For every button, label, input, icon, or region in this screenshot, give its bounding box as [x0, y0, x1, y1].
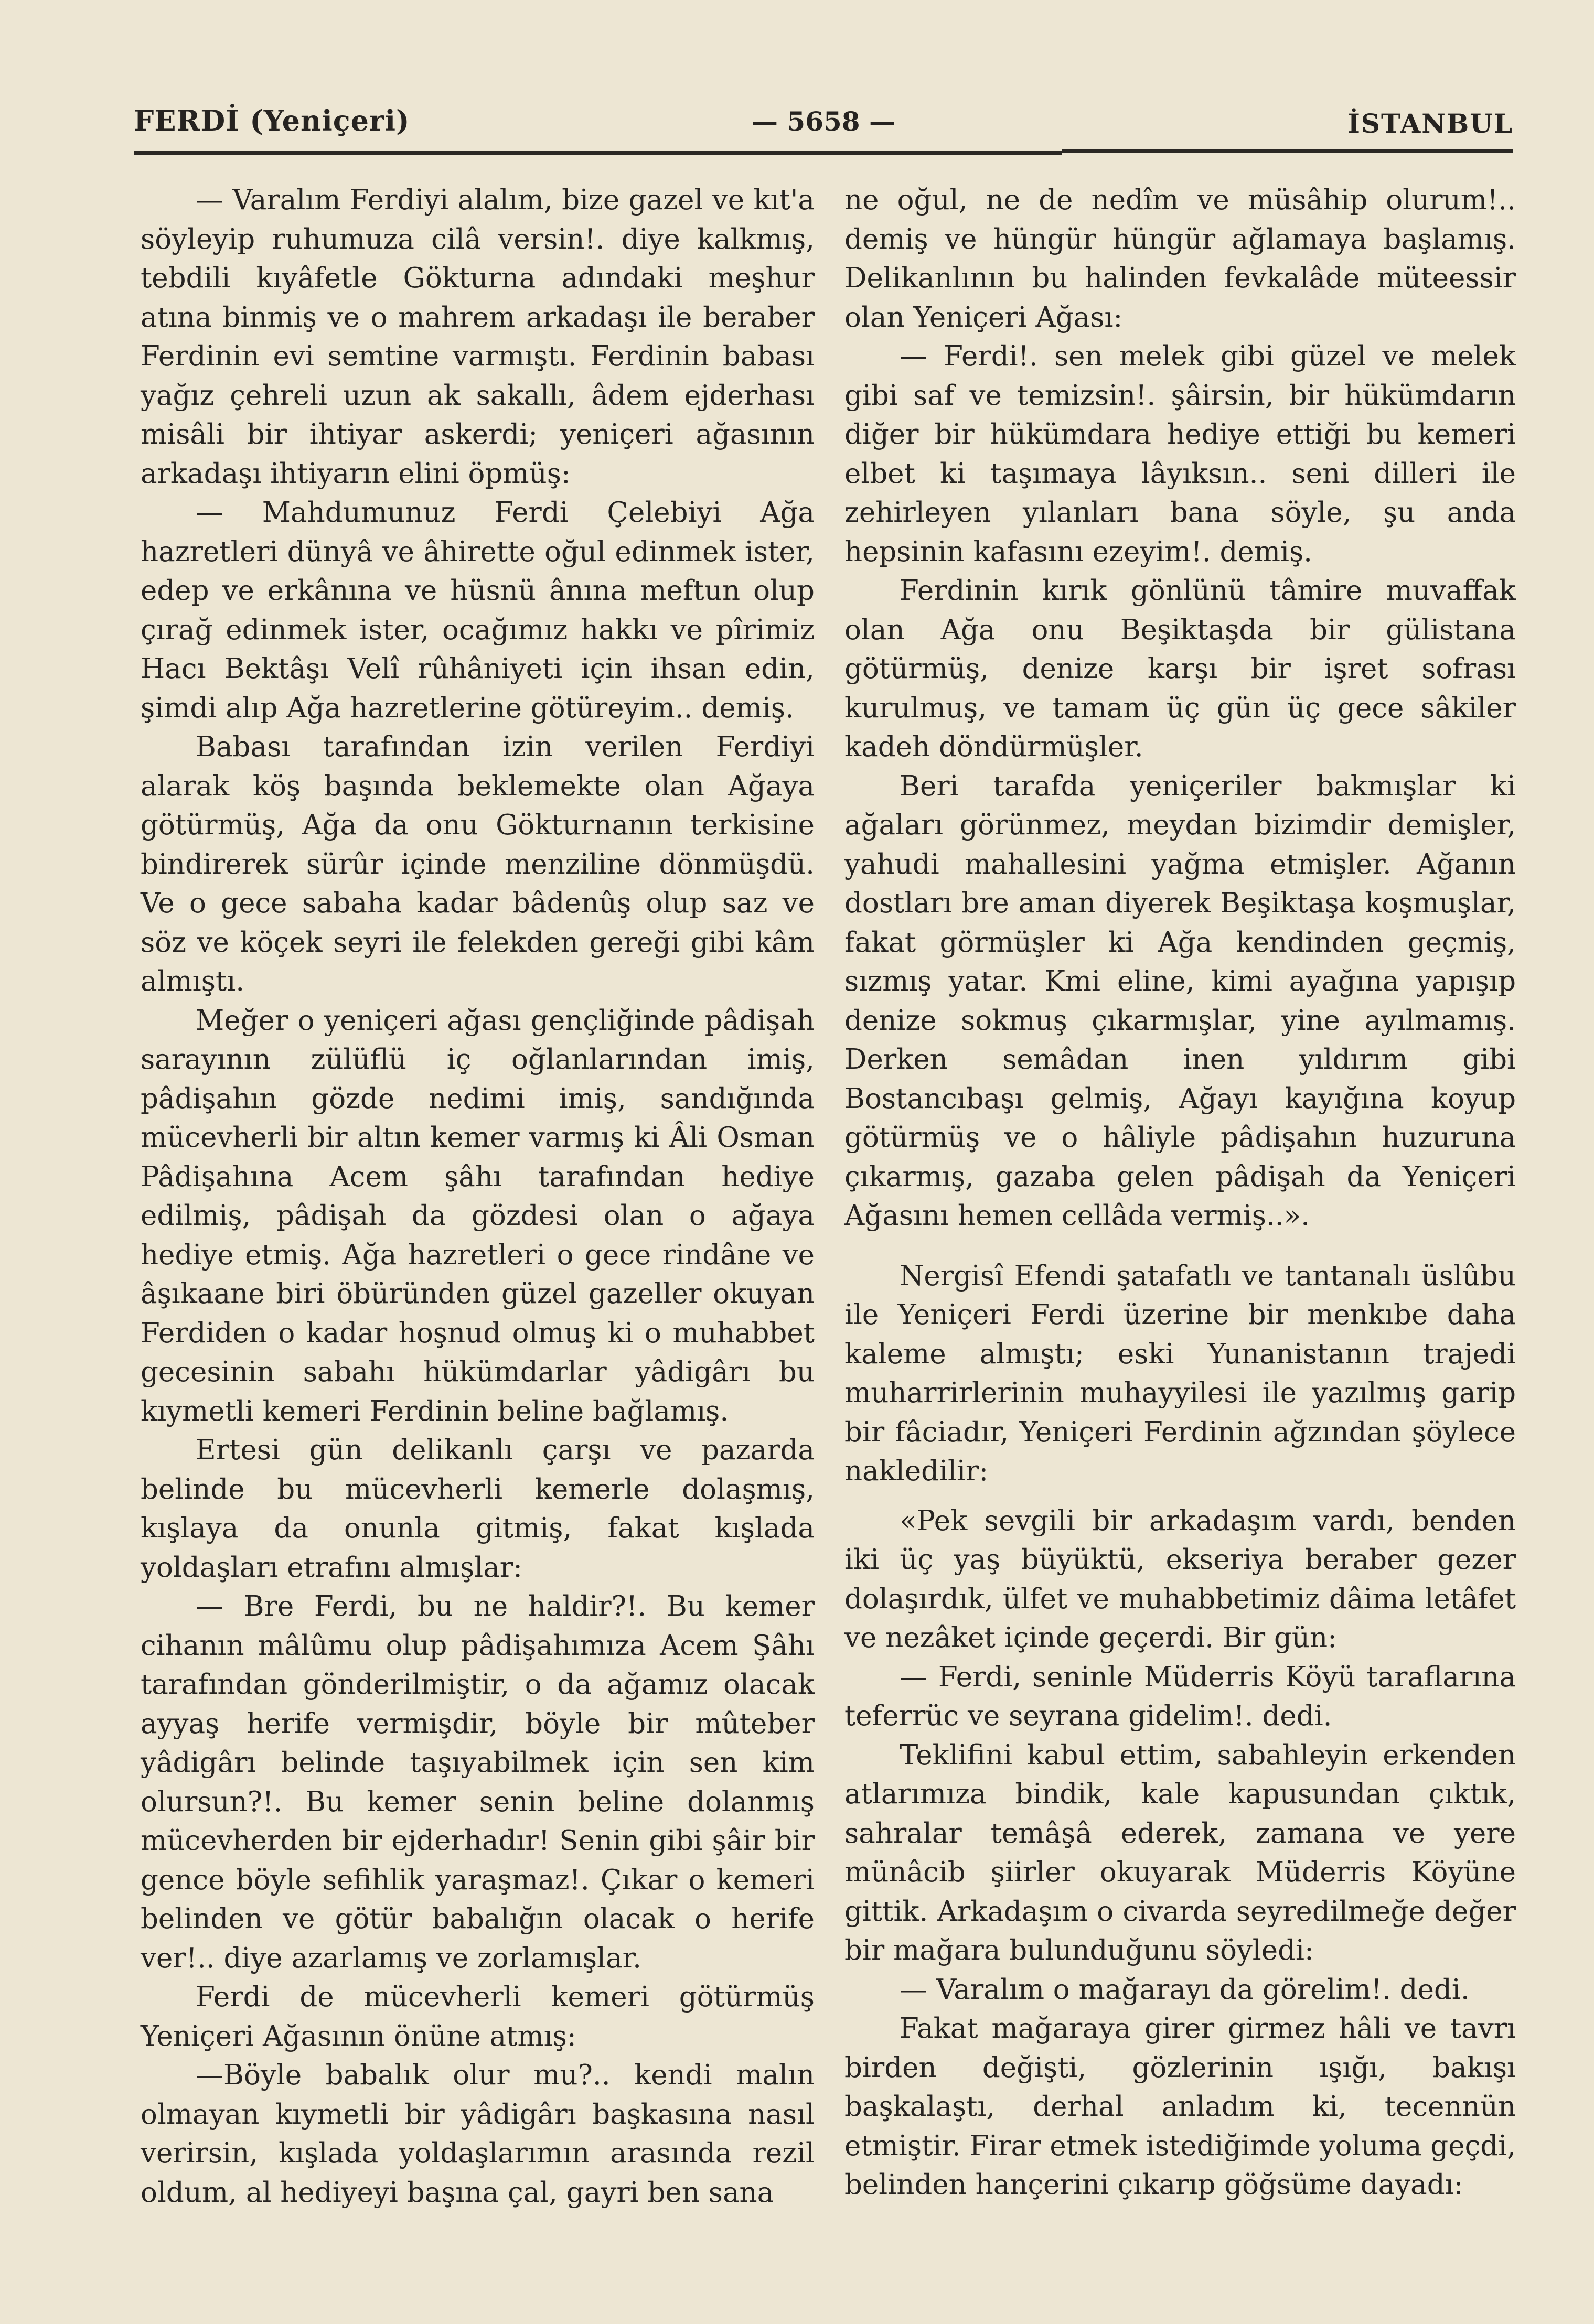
- left-column: [141, 181, 815, 2212]
- paragraph: Beri tarafda yeniçeriler bakmışlar ki ağaları görünmez, meydan bizimdir demişler, yahudi mahallesini yağma etmişler. Ağanın dostları bre aman diyerek Beşiktaşa koşmuşlar, fakat görmüşler ki Ağa kendinden geçmiş, sızmış yatar. Kmi eline, kimi ayağına yapışıp denize sokmuş çıkarmışlar, yine ayılmamış. Derken semâdan inen yıldırım gibi Bostancıbaşı gelmiş, Ağayı kayığına koyup götürmüş ve o hâliyle pâdişahın huzuruna çıkarmış, gazaba gelen pâdişah da Yeniçeri Ağasını hemen cellâda vermiş..».: [844, 770, 1516, 1232]
- header-rule-right: [1062, 149, 1513, 153]
- paragraph: Fakat mağaraya girer girmez hâli ve tavrı birden değişti, gözlerinin ışığı, bakışı başkalaştı, derhal anladım ki, tecennün etmiştir. Firar etmek istediğimde yoluma geçdi, belinden hançerini çıkarıp göğsüme dayadı:: [844, 2013, 1516, 2201]
- paragraph: — Ferdi, seninle Müderris Köyü taraflarına teferrüc ve seyrana gidelim!. dedi.: [844, 1661, 1516, 1732]
- paragraph: Ertesi gün delikanlı çarşı ve pazarda belinde bu mücevherli kemerle dolaşmış, kışlaya da onunla gitmiş, fakat kışlada yoldaşları etrafını almışlar:: [141, 1434, 815, 1584]
- paragraph: Ferdi de mücevherli kemeri götürmüş Yeniçeri Ağasının önüne atmış:: [141, 1981, 815, 2052]
- paragraph: —Böyle babalık olur mu?.. kendi malın olmayan kıymetli bir yâdigârı başkasına nasıl verirsin, kışlada yoldaşlarımın arasında rezil oldum, al hediyeyi başına çal, gayri ben sana: [141, 2059, 815, 2209]
- paragraph: — Varalım o mağarayı da görelim!. dedi.: [900, 1973, 1470, 2006]
- paragraph: ne oğul, ne de nedîm ve müsâhip olurum!.. demiş ve hüngür hüngür ağlamaya başlamış. Delikanlının bu halinden fevkalâde müteessir olan Yeniçeri Ağası:: [844, 184, 1516, 333]
- right-column: [844, 181, 1516, 2205]
- article-title: FERDİ (Yeniçeri): [134, 104, 410, 137]
- paragraph: — Mahdumunuz Ferdi Çelebiyi Ağa hazretleri dünyâ ve âhirette oğul edinmek ister, edep ve erkânına ve hüsnü ânına meftun olup çırağ edinmek ister, ocağımız hakkı ve pîrimiz Hacı Bektâşı Velî rûhâniyeti için ihsan edin, şimdi alıp Ağa hazretlerine götüreyim.. demiş.: [141, 497, 815, 724]
- publication-name: İSTANBUL: [1347, 108, 1513, 139]
- paragraph: — Varalım Ferdiyi alalım, bize gazel ve kıt'a söyleyip ruhumuza cilâ versin!. diye kalkmış, tebdili kıyâfetle Gökturna adındaki meşhur atına binmiş ve o mahrem arkadaşı ile beraber Ferdinin evi semtine varmıştı. Ferdinin babası yağız çehreli uzun ak sakallı, âdem ejderhası misâli bir ihtiyar askerdi; yeniçeri ağasının arkadaşı ihtiyarın elini öpmüş:: [141, 184, 815, 490]
- paragraph: Babası tarafından izin verilen Ferdiyi alarak köş başında beklemekte olan Ağaya götürmüş, Ağa da onu Gökturnanın terkisine bindirerek sürûr içinde menziline dönmüşdü. Ve o gece sabaha kadar bâdenûş olup saz ve söz ve köçek seyri ile felekden gereği gibi kâm almıştı.: [141, 731, 815, 997]
- page-header: [134, 99, 1513, 156]
- paragraph: — Bre Ferdi, bu ne haldir?!. Bu kemer cihanın mâlûmu olup pâdişahımıza Acem Şâhı tarafından gönderilmiştir, o da ağamız olacak ayyaş herife vermişdir, böyle bir mûteber yâdigârı belinde taşıyabilmek için sen kim olursun?!. Bu kemer senin beline dolanmış mücevherden bir ejderhadır! Senin gibi şâir bir gence böyle sefihlik yaraşmaz!. Çıkar o kemeri belinden ve götür babalığın olacak o herife ver!.. diye azarlamış ve zorlamışlar.: [141, 1590, 815, 1974]
- page-number: — 5658 —: [752, 106, 895, 137]
- header-rule-left: [134, 151, 1062, 155]
- paragraph: «Pek sevgili bir arkadaşım vardı, benden iki üç yaş büyüktü, ekseriya beraber gezer dolaşırdık, ülfet ve muhabbetimiz dâima letâfet ve nezâket içinde geçerdi. Bir gün:: [844, 1504, 1516, 1654]
- paragraph: Nergisî Efendi şatafatlı ve tantanalı üslûbu ile Yeniçeri Ferdi üzerine bir menkıbe daha kaleme almıştı; eski Yunanistanın trajedi muharrirlerinin muhayyilesi ile yazılmış garip bir fâciadır, Yeniçeri Ferdinin ağzından şöylece nakledilir:: [844, 1260, 1516, 1487]
- paragraph: Meğer o yeniçeri ağası gençliğinde pâdişah sarayının zülüflü iç oğlanlarından imiş, pâdişahın gözde nedimi imiş, sandığında mücevherli bir altın kemer varmış ki Âli Osman Pâdişahına Acem şâhı tarafından hediye edilmiş, pâdişah da gözdesi olan o ağaya hediye etmiş. Ağa hazretleri o gece rindâne ve âşıkaane biri öbüründen güzel gazeller okuyan Ferdiden o kadar hoşnud olmuş ki o muhabbet gecesinin sabahı hükümdarlar yâdigârı bu kıymetli kemeri Ferdinin beline bağlamış.: [141, 1004, 815, 1427]
- paragraph: — Ferdi!. sen melek gibi güzel ve melek gibi saf ve temizsin!. şâirsin, bir hükümdarın diğer bir hükümdara hediye ettiği bu kemeri elbet ki taşımaya lâyıksın.. seni dilleri ile zehirleyen yılanları bana söyle, şu anda hepsinin kafasını ezeyim!. demiş.: [844, 340, 1516, 568]
- paragraph: Teklifini kabul ettim, sabahleyin erkenden atlarımıza bindik, kale kapusundan çıktık, sahralar temâşâ ederek, zamana ve yere münâcib şiirler okuyarak Müderris Köyüne gittik. Arkadaşım o civarda seyredilmeğe değer bir mağara bulunduğunu söyledi:: [844, 1739, 1516, 1966]
- paragraph: Ferdinin kırık gönlünü tâmire muvaffak olan Ağa onu Beşiktaşda bir gülistana götürmüş, denize karşı bir işret sofrası kurulmuş, ve tamam üç gün üç gece sâkiler kadeh döndürmüşler.: [844, 575, 1516, 763]
